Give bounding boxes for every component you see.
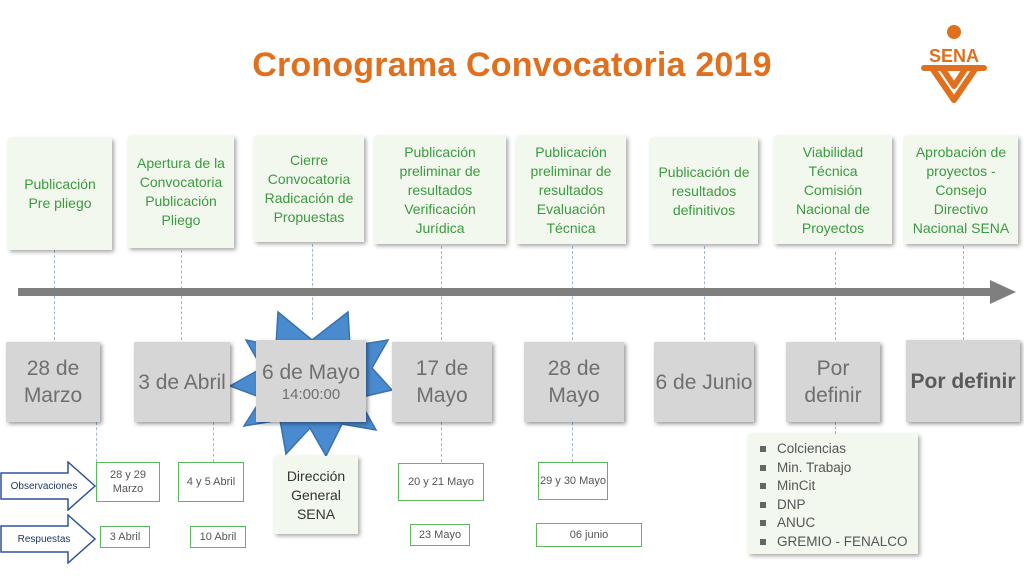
date-box [524, 342, 624, 422]
phase-box: Publicación Pre pliego [8, 138, 112, 250]
entidades-list [748, 434, 918, 554]
date-box [654, 342, 754, 422]
date-label: 6 de Junio [655, 370, 753, 394]
timeline-arrow-head-icon [990, 280, 1016, 304]
date-box [786, 342, 880, 422]
sena-logo-icon [912, 22, 996, 106]
phase-box: Publicación preliminar de resultados Evaluación Técnica [516, 136, 626, 244]
connector-line [96, 422, 97, 462]
phase-box: Publicación de resultados definitivos [650, 138, 758, 244]
date-label: 6 de Mayo [261, 360, 361, 384]
respuestas-arrow [0, 514, 96, 564]
observaciones-label: Observaciones [10, 480, 78, 492]
observacion-box: 28 y 29 Marzo [96, 462, 160, 502]
phase-box: Aprobación de proyectos - Consejo Directivo Nacional SENA [904, 136, 1018, 244]
phase-box: Cierre Convocatoria Radicación de Propuestas [254, 136, 364, 242]
date-label: Por definir [804, 357, 862, 407]
respuesta-box: 3 Abril [100, 526, 150, 548]
date-label: 28 de Marzo [23, 357, 83, 407]
date-label: Por definir [910, 369, 1016, 393]
date-box [392, 342, 492, 422]
observaciones-arrow [0, 461, 96, 511]
date-label: 3 de Abril [138, 370, 226, 394]
list-item: Colciencias [758, 440, 912, 459]
connector-line [835, 422, 836, 434]
date-label: 28 de Mayo [547, 357, 601, 407]
phase-box: Publicación preliminar de resultados Verificación Jurídica [374, 136, 506, 244]
connector-line [572, 422, 573, 462]
sena-logo [912, 22, 996, 106]
phase-box: Apertura de la Convocatoria Publicación Pliego [128, 136, 234, 248]
respuesta-box: 23 Mayo [410, 524, 470, 546]
list-item: Min. Trabajo [758, 459, 912, 478]
list-item: GREMIO - FENALCO [758, 533, 912, 552]
observacion-box: 29 y 30 Mayo [538, 462, 608, 500]
date-box [6, 342, 100, 422]
date-box [134, 342, 230, 422]
svg-text:SENA: SENA [928, 46, 980, 66]
list-item: DNP [758, 496, 912, 515]
respuesta-box: 06 junio [536, 523, 642, 547]
connector-line [441, 422, 442, 462]
observacion-box: 20 y 21 Mayo [398, 463, 484, 501]
timeline-arrow [18, 288, 993, 296]
respuesta-box: 10 Abril [190, 526, 246, 548]
direccion-box: Dirección General SENA [274, 456, 358, 534]
list-item: ANUC [758, 514, 912, 533]
connector-line [835, 252, 836, 340]
list-item: MinCit [758, 477, 912, 496]
date-time: 14:00:00 [281, 385, 341, 403]
phase-box: Viabilidad Técnica Comisión Nacional de Proyectos [774, 136, 892, 244]
observacion-box: 4 y 5 Abril [178, 462, 244, 502]
date-box-highlighted [256, 340, 366, 422]
date-box [906, 340, 1020, 422]
date-label: 17 de Mayo [415, 357, 469, 407]
page-title: Cronograma Convocatoria 2019 [252, 46, 772, 84]
respuestas-label: Respuestas [17, 533, 71, 545]
connector-line [213, 422, 214, 462]
